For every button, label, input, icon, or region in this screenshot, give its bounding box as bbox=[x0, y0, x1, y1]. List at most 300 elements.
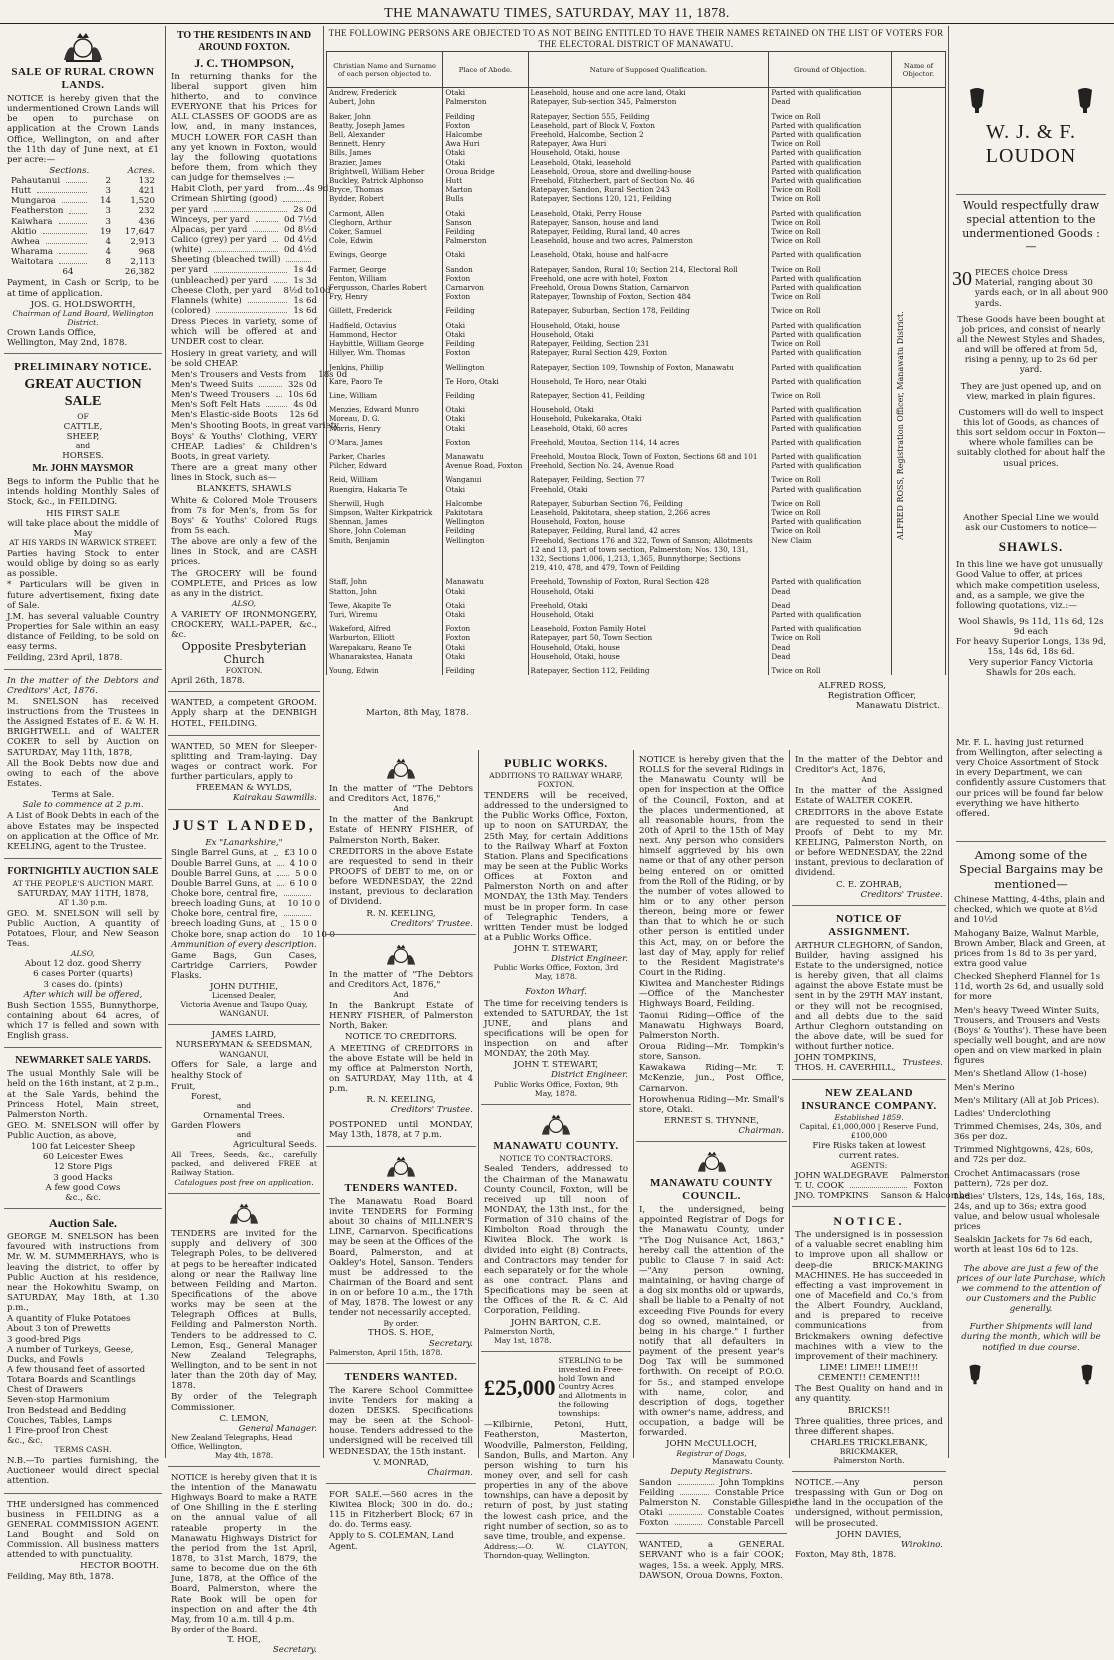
list-row bbox=[795, 1181, 943, 1191]
signature: ALFRED ROSS, bbox=[818, 681, 886, 692]
apply-line: Apply to S. COLEMAN, Land Agent. bbox=[329, 1531, 454, 1552]
just-landed-ad bbox=[168, 813, 336, 1026]
signature: JOHN McCULLOCH, bbox=[666, 1439, 757, 1450]
notice-heading: NOTICE TO CREDITORS. bbox=[345, 1032, 457, 1043]
ground-of-objection: Twice on Roll bbox=[769, 526, 892, 535]
prelim-body: Begs to inform the Public that he intends holding Monthly Sales of Stock, &c., in FEILDING. bbox=[7, 477, 159, 508]
objected-name: Shore, John Coleman bbox=[327, 526, 443, 535]
crown-lands-total bbox=[7, 267, 159, 277]
qualification: Ratepayer, Section 41, Feilding bbox=[528, 391, 769, 400]
servant-body: WANTED, a GENERAL SERVANT who is a fair COOK; wages, 15s. a week. Apply, MRS. DAWSON, Oroua Downs, Foxton. bbox=[639, 1540, 784, 1581]
column-1 bbox=[4, 26, 162, 1582]
qualification: Freehold, Township of Foxton, Rural Section 428 bbox=[528, 577, 769, 586]
list-row bbox=[171, 276, 317, 286]
loudon-p3: Customers will do well to inspect this lot of Goods, as chances of this sort seldom occur in Foxton—where whole families can be suitably clothed for about half the usual prices. bbox=[956, 407, 1106, 469]
total-acres: 26,382 bbox=[124, 267, 155, 278]
deputy-place: Sandon bbox=[639, 1477, 672, 1488]
place-of-abode: Foxton bbox=[443, 292, 528, 301]
column-rule bbox=[478, 750, 479, 1458]
hosiery-line: Hosiery in great variety, and will be sold CHEAP. bbox=[171, 348, 317, 369]
ground-of-objection: Parted with qualification bbox=[769, 330, 892, 339]
leader-dots bbox=[266, 400, 287, 407]
objection-row bbox=[327, 176, 946, 185]
leader-dots bbox=[850, 1181, 907, 1188]
stock-line: Ornamental Trees. bbox=[203, 1111, 285, 1121]
notice-title: NOTICE. bbox=[833, 1214, 905, 1228]
objector-cell bbox=[891, 121, 945, 130]
royal-crest-icon bbox=[384, 1154, 418, 1180]
objection-row bbox=[327, 633, 946, 642]
place-of-abode bbox=[443, 563, 528, 572]
qualification: Ratepayer, Sandon, Rural Section 243 bbox=[528, 185, 769, 194]
ground-of-objection: Dead bbox=[769, 643, 892, 652]
deputies-list bbox=[639, 1477, 797, 1529]
bargain-item: Crochet Antimacassars (rose pattern), 72s per doz. bbox=[954, 1168, 1080, 1189]
objector-cell bbox=[891, 545, 945, 554]
qualification: Ratepayer, Township of Foxton, Section 484 bbox=[528, 292, 769, 301]
trespass-body: NOTICE.—Any person trespassing with Gun or Dog on the land in the occupation of the undersigned, without permission, will be prosecuted. bbox=[795, 1478, 943, 1529]
objected-name: Fry, Henry bbox=[327, 292, 443, 301]
total-sections: 64 bbox=[62, 267, 74, 278]
price-item: Men's Trousers and Vests from bbox=[171, 369, 307, 380]
price-value: 1s 3d bbox=[293, 275, 317, 286]
act-line: In the matter of the Debtor and Creditor's Act, 1876, bbox=[795, 755, 943, 776]
gun-item: Choke bore, central fire, bbox=[171, 888, 278, 899]
trustees-label: Trustees. bbox=[902, 1058, 943, 1069]
leader-dots bbox=[274, 848, 278, 855]
objector-cell bbox=[891, 218, 945, 227]
list-row bbox=[639, 1497, 797, 1508]
objector-cell bbox=[891, 624, 945, 633]
signature-title: General Manager. bbox=[238, 1423, 317, 1434]
signature: R. N. KEELING, bbox=[366, 1095, 436, 1106]
preliminary-notice-ad bbox=[4, 357, 162, 669]
objector-cell bbox=[891, 274, 945, 283]
royal-crest-icon bbox=[384, 756, 418, 782]
ground-of-objection: Dead bbox=[769, 587, 892, 596]
qualification: Leasehold, Foxton Family Hotel bbox=[528, 624, 769, 633]
objector-cell bbox=[891, 130, 945, 139]
prelim-p3: J.M. has several valuable Country Properties for Sale within an easy distance of Feilding, to be sold on easy terms. bbox=[7, 611, 159, 653]
catalogue-line: Catalogues post free on application. bbox=[174, 1178, 314, 1188]
stock-item: 3 good Hacks bbox=[53, 1172, 113, 1183]
objected-name: Warepakaru, Reano Te bbox=[327, 643, 443, 652]
objection-row bbox=[327, 363, 946, 372]
objection-row bbox=[327, 194, 946, 203]
game-line: Game Bags, Gun Cases, Cartridge Carriers, Powder Flasks. bbox=[171, 950, 317, 982]
hand-pointer-icon bbox=[1074, 86, 1096, 114]
cattle-line: CATTLE, bbox=[63, 422, 103, 433]
objected-name: Staff, John bbox=[327, 577, 443, 586]
objection-row bbox=[327, 563, 946, 572]
list-row bbox=[171, 889, 317, 899]
section-count: 3 bbox=[105, 186, 111, 197]
crown-lands-header bbox=[7, 166, 159, 176]
qualities-line: Three qualities, three prices, and three different shapes. bbox=[795, 1416, 943, 1437]
ship-line: Ex "Lanarkshire," bbox=[205, 838, 283, 849]
royal-crest-icon bbox=[227, 1201, 261, 1227]
acre-count: 17,647 bbox=[124, 226, 155, 237]
ridings-body: NOTICE is hereby given that the ROLLS for the several Ridings in the Manawatu County will be open for inspection at the Office of the Council, Foxton, and at the places undermentioned, at all reasonable hours, from the 20th of April to the 15th of May next. Any person who considers himself aggrieved by his own name or that of any other person being entered on or omitted from the Roll of the Riding, or by the number of votes allowed to him or to any other person thereon, being more or fewer than that to which he or such other person is entitled under this Act, may, on or before the last day of May, apply for relief to the Resident Magistrate's Court in the Riding. bbox=[639, 755, 784, 978]
fisher-meeting-ad bbox=[326, 938, 476, 1147]
newmarket-title: NEWMARKET SALE YARDS. bbox=[15, 1055, 151, 1067]
qualification: Ratepayer, Awa Huri bbox=[528, 139, 769, 148]
stock-line: and bbox=[236, 1101, 252, 1111]
list-row bbox=[639, 1508, 784, 1518]
order-line: By order. bbox=[383, 1318, 419, 1328]
qualification: Ratepayer, Sanson, house and land bbox=[528, 218, 769, 227]
objector-cell bbox=[891, 97, 945, 106]
signature: R. N. KEELING, bbox=[366, 908, 436, 919]
deputy-place: Foxton bbox=[639, 1518, 669, 1529]
ridings-ad bbox=[636, 752, 787, 1142]
shawl-price: Very superior Fancy Victoria Shawls for 20s each. bbox=[968, 657, 1094, 678]
ground-of-objection: Parted with qualification bbox=[769, 405, 892, 414]
gun-price: 5 0 0 bbox=[295, 868, 317, 879]
qualification: Household, Otaki, house bbox=[528, 148, 769, 157]
price-value: 1s 6d bbox=[293, 295, 317, 306]
objector-cell bbox=[891, 265, 945, 274]
few-line: The above are only a few of the lines in Stock, and are CASH prices. bbox=[171, 537, 317, 568]
objected-name: O'Mara, James bbox=[327, 438, 443, 447]
place-of-abode: Otaki bbox=[443, 485, 528, 494]
objected-name: Sherwill, Hugh bbox=[327, 499, 443, 508]
laird-ad bbox=[168, 1028, 320, 1194]
objected-name: Young, Edwin bbox=[327, 666, 443, 675]
groom-body: WANTED, a competent GROOM. Apply sharp at the DENBIGH HOTEL, FEILDING. bbox=[171, 698, 317, 729]
ground-of-objection: Parted with qualification bbox=[769, 424, 892, 433]
auction-item: Chest of Drawers bbox=[7, 1385, 83, 1396]
rugs-line: White & Colored Mole Trousers from 7s for Men's, from 5s for Boys' & Youths' Colored Rugs from 5s each. bbox=[171, 495, 317, 536]
ground-of-objection bbox=[769, 545, 892, 554]
place-of-abode: Manawatu bbox=[443, 577, 528, 586]
insurance-ad bbox=[792, 1083, 970, 1207]
signature-title: Registrar of Dogs, bbox=[676, 1448, 747, 1458]
county-sub: NOTICE TO CONTRACTORS. bbox=[499, 1153, 613, 1163]
ground-of-objection: Parted with qualification bbox=[769, 321, 892, 330]
ground-of-objection: Parted with qualification bbox=[769, 577, 892, 586]
qualification: Freehold, Halcombe, Section 2 bbox=[528, 130, 769, 139]
hand-pointer-icon bbox=[1078, 1363, 1096, 1385]
sheep-line: SHEEP, bbox=[66, 432, 100, 443]
objection-row bbox=[327, 330, 946, 339]
objected-name: Morris, Henry bbox=[327, 424, 443, 433]
objected-name: Andrew, Frederick bbox=[327, 88, 443, 98]
leader-dots bbox=[277, 879, 283, 886]
qualification: Freehold, Moutoa, Section 114, 14 acres bbox=[528, 438, 769, 447]
auction-item: A number of Turkeys, Geese, Ducks, and Fowls bbox=[7, 1344, 134, 1365]
order-line: By order of the Board. bbox=[171, 1624, 258, 1634]
place-of-abode: Wellington bbox=[443, 517, 528, 526]
among-heading: Among some of the Special Bargains may be mentioned— bbox=[958, 848, 1104, 891]
many-line: There are a great many other lines in Stock, such as— bbox=[171, 463, 317, 484]
crown-land-row bbox=[7, 237, 159, 247]
objected-name: Fergusson, Charles Robert bbox=[327, 283, 443, 292]
price-item: Men's Shooting Boots, in great variety. bbox=[171, 420, 341, 431]
terms-line: Terms at Sale. bbox=[51, 790, 115, 801]
gun-price: £3 10 0 bbox=[284, 848, 317, 859]
place-of-abode: Otaki bbox=[443, 414, 528, 423]
objector-vertical: ALFRED ROSS, Registration Officer, Manawatu District. bbox=[896, 311, 905, 540]
section-count: 14 bbox=[100, 196, 111, 207]
servant-wanted-ad bbox=[636, 1537, 787, 1587]
price-item: (colored) bbox=[171, 305, 211, 316]
signature: HECTOR BOOTH. bbox=[80, 1561, 159, 1572]
objected-name: Fenton, William bbox=[327, 274, 443, 283]
objected-name: Bydder, Robert bbox=[327, 194, 443, 203]
objected-name bbox=[327, 563, 443, 572]
crown-land-row bbox=[7, 257, 159, 267]
objected-name: Whanarakstea, Hanata bbox=[327, 652, 443, 661]
bargains-list bbox=[952, 895, 1110, 1256]
ground-of-objection: Twice on Roll bbox=[769, 666, 892, 675]
price-value: 1s 4d bbox=[293, 265, 317, 276]
ground-of-objection: Parted with qualification bbox=[769, 130, 892, 139]
objected-name: Turi, Wiremu bbox=[327, 610, 443, 619]
cement-line: CEMENT!! CEMENT!!! bbox=[817, 1373, 921, 1384]
objector-cell bbox=[891, 185, 945, 194]
objection-row bbox=[327, 339, 946, 348]
objector-cell bbox=[891, 292, 945, 301]
objected-name: Ruengira, Hakaria Te bbox=[327, 485, 443, 494]
price-item: Crimean Shirting (good) bbox=[171, 194, 278, 205]
riding-line: Oroua Riding—Mr. Tompkin's store, Sanson. bbox=[639, 1041, 784, 1063]
objector-cell bbox=[891, 610, 945, 619]
desks-tenders-ad bbox=[326, 1367, 476, 1484]
qualification: Household, Pukekaraka, Otaki bbox=[528, 414, 769, 423]
signature-title: Secretary. bbox=[428, 1338, 473, 1349]
signature-title: Chairman. bbox=[427, 1467, 473, 1478]
leader-dots bbox=[59, 247, 87, 254]
place-of-abode: Foxton bbox=[443, 274, 528, 283]
booth-ad bbox=[4, 1497, 162, 1587]
thompson-name: J. C. THOMPSON, bbox=[194, 55, 294, 70]
qualification: Ratepayer, Feilding, Section 231 bbox=[528, 339, 769, 348]
auction-item: A quantity of Fluke Potatoes bbox=[7, 1314, 131, 1325]
county-contractors-ad bbox=[481, 1108, 631, 1352]
leader-dots bbox=[281, 919, 283, 926]
objection-row bbox=[327, 452, 946, 461]
dogs-body: I, the undersigned, being appointed Registrar of Dogs for the Manawatu County, under "The Dog Nuisance Act, 1863," hereby call the attention of the public to Clause 7 in said Act:—"Any person owning, maintaining, or having charge of a dog six months old or upwards, shall be liable to a Penalty of not exceeding Five Pounds for every dog so owned, maintained, or being in his charge." I further notify that all defaulters in payment of the present year's Dog Tax will be summoned forthwith. On receipt of P.O.O. for 5s., and stamped envelope with name, color, and description of dogs, together with owner's name, address, and occupation, a badge will be forwarded. bbox=[639, 1205, 784, 1439]
hand-pointer-icon bbox=[966, 86, 988, 114]
riding-line: Taonui Riding—Office of the Manawatu Highways Board, Palmerston North. bbox=[639, 1010, 784, 1041]
place-of-abode bbox=[443, 545, 528, 554]
objection-row bbox=[327, 485, 946, 494]
leader-dots bbox=[59, 217, 87, 224]
place-of-abode: Palmerston bbox=[443, 236, 528, 245]
place-of-abode bbox=[443, 554, 528, 563]
auction-title: Auction Sale. bbox=[48, 1216, 117, 1231]
objected-name: Cole, Edwin bbox=[327, 236, 443, 245]
leader-dots bbox=[678, 1478, 714, 1485]
place-of-abode: Otaki bbox=[443, 158, 528, 167]
objected-name: Carmont, Allen bbox=[327, 209, 443, 218]
fire-risks-line: Fire Risks taken at lowest current rates. bbox=[812, 1141, 926, 1162]
ground-of-objection: Parted with qualification bbox=[769, 624, 892, 633]
place-of-abode: Otaki bbox=[443, 330, 528, 339]
investment-ad bbox=[481, 1355, 631, 1567]
debtors-b2: All the Book Debts now due and owing to each of the above Estates. bbox=[7, 758, 159, 789]
ground-of-objection: Twice on Roll bbox=[769, 292, 892, 301]
qualification: Ratepayer, Feilding, Rural land, 42 acres bbox=[528, 526, 769, 535]
header-objector: Name of Objector. bbox=[891, 52, 945, 88]
objected-name: Hillyer, Wm. Thomas bbox=[327, 348, 443, 357]
place-of-abode: Feilding bbox=[443, 339, 528, 348]
gun-item: Choke bore, central fire, bbox=[171, 909, 278, 920]
qualification: 132, Sections 1,006, 1,213, 1,365, Bunnythorpe; Sections bbox=[528, 554, 769, 563]
objector-cell bbox=[891, 158, 945, 167]
district-name: Mungaroa bbox=[11, 196, 56, 207]
loudon-p1: These Goods have been bought at job prices, and consist of nearly all the Newest Styles and Shades, and will be offered at from 5d, rising a penny, up to 2s 6d per yard. bbox=[956, 314, 1106, 376]
objected-name: Bennett, Henry bbox=[327, 139, 443, 148]
objection-row bbox=[327, 185, 946, 194]
laird-name: JAMES LAIRD, bbox=[211, 1030, 277, 1041]
fortnightly-title: FORTNIGHTLY AUCTION SALE bbox=[7, 865, 159, 877]
deputy-name: Constable Coates bbox=[707, 1507, 784, 1518]
and-line: And bbox=[393, 804, 409, 814]
list-row bbox=[171, 205, 317, 215]
qualification: Ratepayer, Section 109, Township of Foxton, Manawatu bbox=[528, 363, 769, 372]
column-rule bbox=[789, 750, 790, 1458]
objection-row bbox=[327, 499, 946, 508]
gun-item: breech loading Guns, at bbox=[171, 899, 276, 910]
ground-of-objection: Parted with qualification bbox=[769, 250, 892, 259]
bargain-item: Men's heavy Tweed Winter Suits, Trousers, and Trousers and Vests (Boys' & Youths'). These have been specially well bought, and are now open and on view marked in plain figures bbox=[954, 1005, 1107, 1067]
objection-row bbox=[327, 405, 946, 414]
ground-of-objection: Parted with qualification bbox=[769, 283, 892, 292]
district-name: Pahautanui bbox=[11, 176, 61, 187]
bargain-item: Men's Shetland Allow (1-hose) bbox=[954, 1069, 1087, 1080]
rate-notice-ad bbox=[168, 1470, 320, 1660]
leader-dots bbox=[273, 235, 278, 242]
riding-line: Kiwitea and Manchester Ridings—Office of the Manchester Highways Board, Feilding. bbox=[639, 979, 784, 1010]
objection-row bbox=[327, 461, 946, 470]
objector-cell bbox=[891, 176, 945, 185]
place-of-abode: Otaki bbox=[443, 610, 528, 619]
objected-name: Hadfield, Octavius bbox=[327, 321, 443, 330]
price-item: (unbleached) per yard bbox=[171, 275, 268, 286]
objected-name: Simpson, Walter Kirkpatrick bbox=[327, 508, 443, 517]
objected-name: Hammond, Hector bbox=[327, 330, 443, 339]
place-of-abode: Foxton bbox=[443, 348, 528, 357]
just-landed-title: JUST LANDED, bbox=[172, 817, 316, 834]
objector-cell bbox=[891, 666, 945, 675]
objector-cell bbox=[891, 587, 945, 596]
objection-row bbox=[327, 438, 946, 447]
gun-item: breech loading Guns, at bbox=[171, 919, 276, 930]
leader-dots bbox=[214, 265, 287, 272]
objector-cell bbox=[891, 148, 945, 157]
district-name: Featherston bbox=[11, 206, 64, 217]
assignment-ad bbox=[792, 909, 946, 1080]
place-of-abode: Feilding bbox=[443, 306, 528, 315]
loudon-p4: Another Special Line we would ask our Customers to notice— bbox=[963, 512, 1099, 533]
agent-place: Foxton bbox=[913, 1180, 943, 1191]
district-name: Hutt bbox=[11, 186, 31, 197]
signature: V. MONRAD, bbox=[373, 1457, 429, 1468]
objector-cell bbox=[891, 112, 945, 121]
section-count: 19 bbox=[100, 226, 111, 237]
place-of-abode: Palmerston bbox=[443, 97, 528, 106]
objection-row bbox=[327, 391, 946, 400]
objection-row bbox=[327, 508, 946, 517]
objection-row bbox=[327, 652, 946, 661]
acre-count: 2,913 bbox=[130, 236, 155, 247]
objected-name: Kare, Paoro Te bbox=[327, 377, 443, 386]
place-of-abode: Sanson bbox=[443, 218, 528, 227]
stock-item: &c., &c. bbox=[65, 1192, 101, 1203]
objector-cell bbox=[891, 167, 945, 176]
leader-dots bbox=[253, 225, 278, 232]
leader-dots bbox=[277, 869, 289, 876]
ground-of-objection: Twice on Roll bbox=[769, 265, 892, 274]
lime-line: LIME! LIME!! LIME!!! bbox=[819, 1362, 919, 1373]
ground-of-objection: Parted with qualification bbox=[769, 377, 892, 386]
objection-row bbox=[327, 517, 946, 526]
acre-count: 232 bbox=[138, 206, 155, 217]
telegraph-tenders-ad bbox=[168, 1197, 320, 1467]
crown-lands-ad bbox=[4, 26, 162, 354]
place-of-abode: Foxton bbox=[443, 438, 528, 447]
brick-notice-ad bbox=[792, 1210, 946, 1472]
objection-row bbox=[327, 97, 946, 106]
objector-cell bbox=[891, 643, 945, 652]
place-of-abode: Feilding bbox=[443, 526, 528, 535]
objection-row bbox=[327, 121, 946, 130]
pieces-block bbox=[952, 268, 1110, 309]
section-count: 3 bbox=[105, 216, 111, 227]
loudon-further: Further Shipments will land during the month, which will be notified in due course. bbox=[961, 1322, 1101, 1353]
list-row bbox=[171, 225, 317, 235]
section-count: 8 bbox=[105, 257, 111, 268]
signature: JOHN TOMPKINS, bbox=[795, 1053, 877, 1064]
objection-row bbox=[327, 236, 946, 245]
qualification: Ratepayer, Sub-section 345, Palmerston bbox=[528, 97, 769, 106]
gun-item: Single Barrel Guns, at bbox=[171, 848, 268, 859]
auction-item: 3 good-bred Pigs bbox=[7, 1334, 81, 1345]
place-of-abode: Wellington bbox=[443, 536, 528, 545]
objector-cell bbox=[891, 633, 945, 642]
qualification: Leasehold, house and one acre land, Otaki bbox=[528, 88, 769, 98]
place-of-abode: Bulls bbox=[443, 194, 528, 203]
qualification: Ratepayer, Section 555, Feilding bbox=[528, 112, 769, 121]
district-name: Waitotara bbox=[11, 257, 54, 268]
capital-line: Capital, £1,000,000 | Reserve Fund, £100,000 bbox=[799, 1122, 939, 1141]
date-line: May 4th, 1878. bbox=[214, 1450, 274, 1460]
ground-of-objection: Twice on Roll bbox=[769, 236, 892, 245]
acre-count: 968 bbox=[138, 247, 155, 258]
list-row bbox=[639, 1488, 784, 1498]
signature: THOS. H. CAVERHILL, bbox=[795, 1063, 896, 1074]
objected-name bbox=[327, 554, 443, 563]
of-line: OF bbox=[77, 412, 89, 422]
place-of-abode: Te Horo, Otaki bbox=[443, 377, 528, 386]
crown-land-row bbox=[7, 247, 159, 257]
qualification: Leasehold, Otaki, 60 acres bbox=[528, 424, 769, 433]
place-of-abode: Oroua Bridge bbox=[443, 167, 528, 176]
deputy-name: Constable Gillespie bbox=[712, 1497, 797, 1508]
mart-line: AT THE PEOPLE'S AUCTION MART. bbox=[12, 878, 154, 888]
ground-of-objection: Twice on Roll bbox=[769, 185, 892, 194]
objection-row bbox=[327, 377, 946, 386]
ground-of-objection: Parted with qualification bbox=[769, 485, 892, 494]
ground-of-objection: Twice on Roll bbox=[769, 508, 892, 517]
objector-cell bbox=[891, 577, 945, 586]
leader-dots bbox=[680, 1488, 709, 1495]
bargain-item: Men's Military (All at Job Prices). bbox=[954, 1095, 1100, 1106]
qualification: Household, Otaki, house bbox=[528, 643, 769, 652]
newmarket-body: The usual Monthly Sale will be held on the 16th instant, at 2 p.m., at the Sale Yards, behind the Princess Hotel, Main street, Palmerston North. bbox=[7, 1069, 159, 1120]
